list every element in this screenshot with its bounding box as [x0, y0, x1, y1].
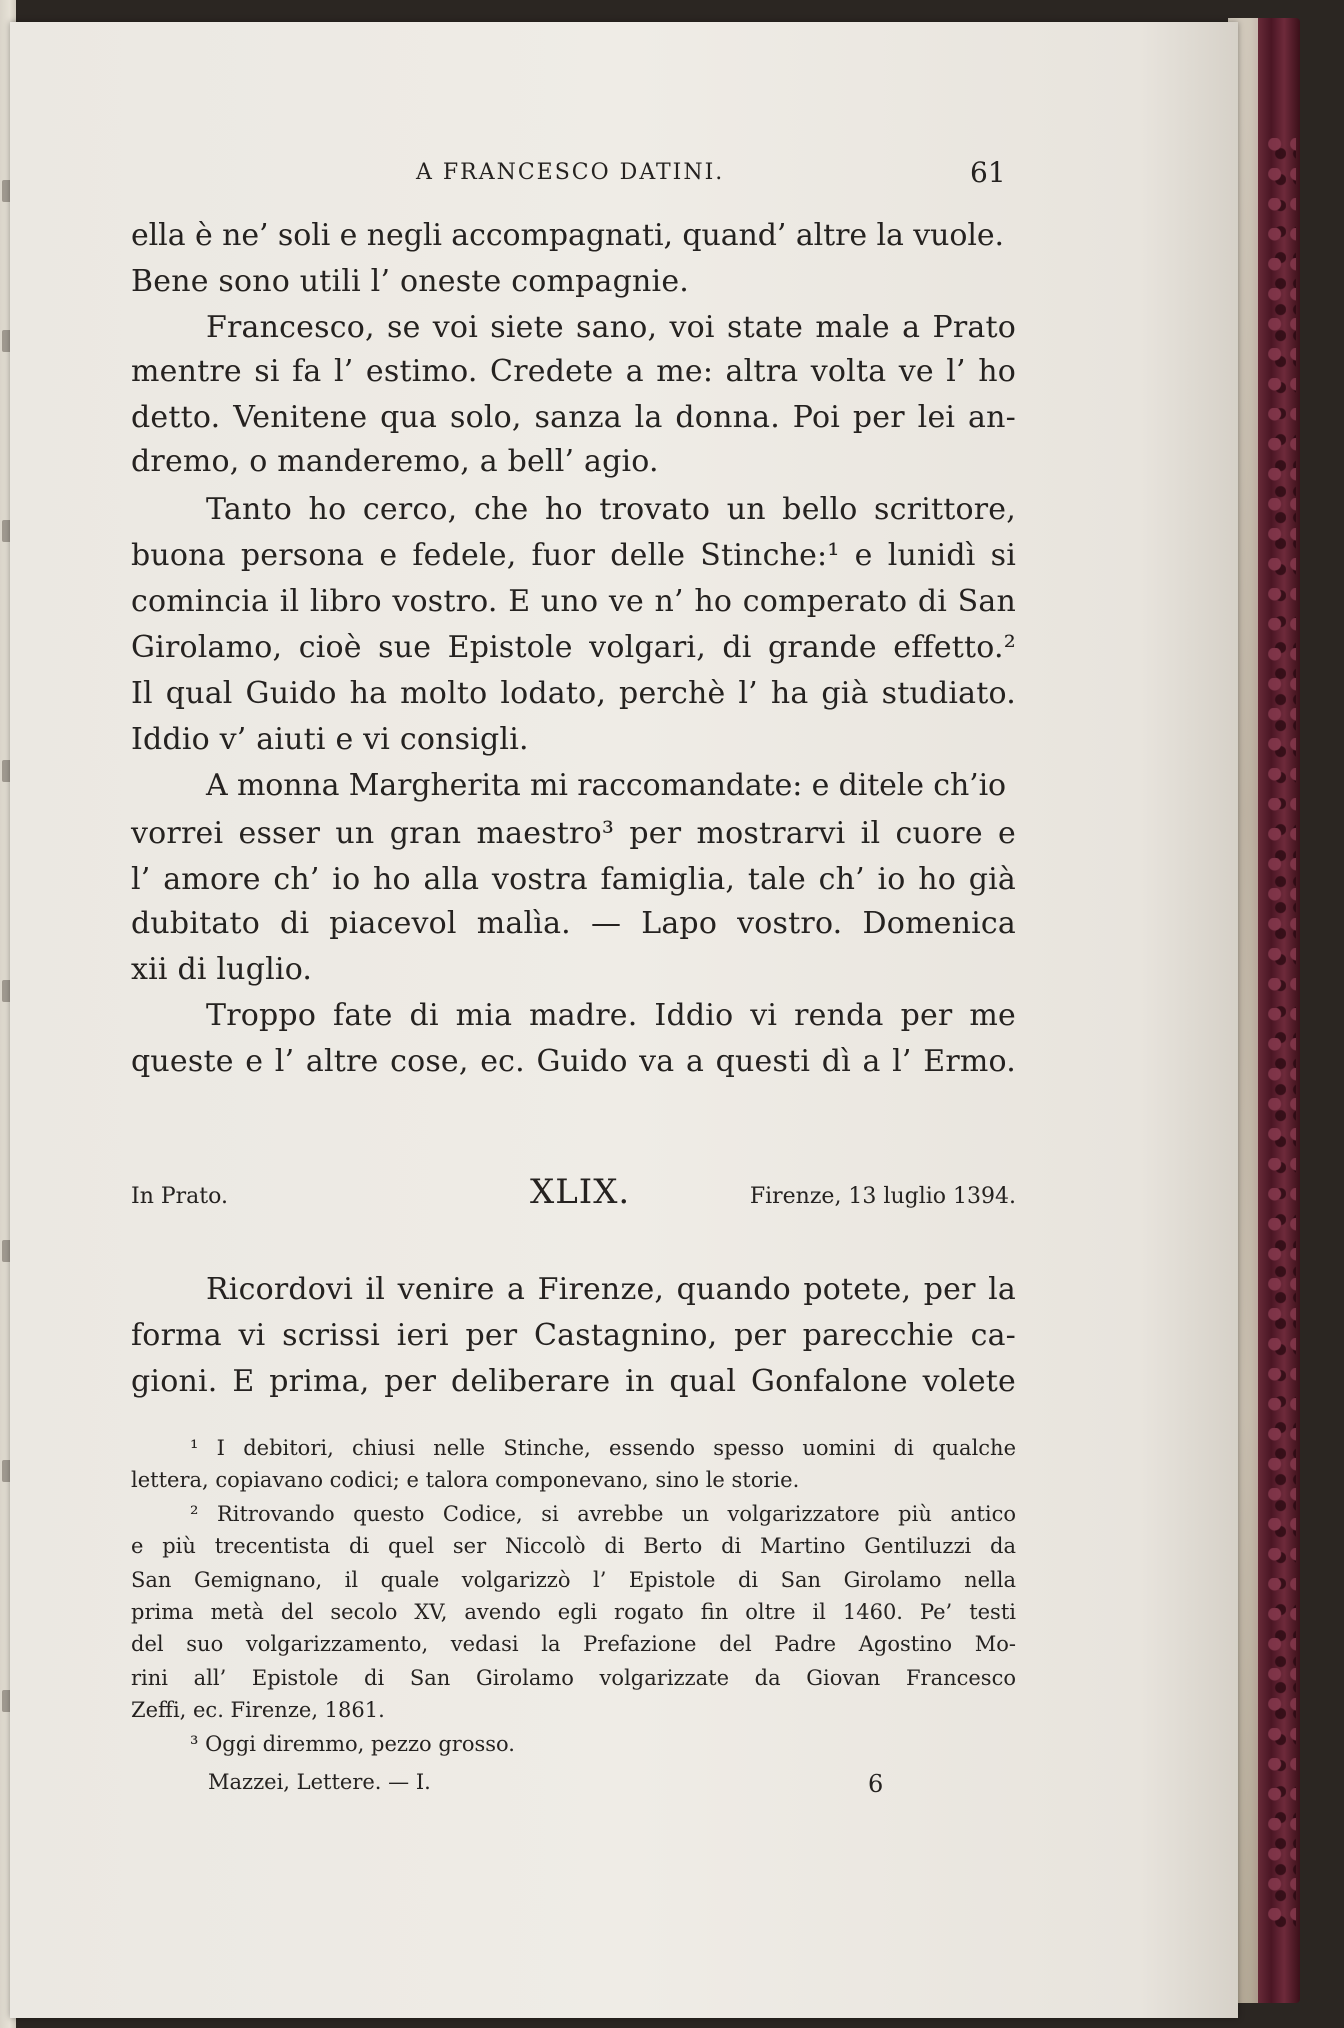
letter-heading [131, 1172, 1016, 1216]
text-line: detto. Venitene qua solo, sanza la donna. Poi per lei an- [131, 400, 1016, 435]
footnote-line: San Gemignano, il quale volgarizzò l’ Epistole di San Girolamo nella [131, 1568, 1016, 1592]
footnote-line: del suo volgarizzamento, vedasi la Prefazione del Padre Agostino Mo- [131, 1632, 1016, 1656]
book-page [10, 22, 1238, 2018]
footnote-line: prima metà del secolo XV, avendo egli rogato fin oltre il 1460. Pe’ testi [131, 1600, 1016, 1624]
text-line: buona persona e fedele, fuor delle Stinche:¹ e lunidì si [131, 538, 1016, 573]
signature-number: 6 [868, 1770, 884, 1798]
running-head [10, 156, 1238, 200]
text-line: Ricordovi il venire a Firenze, quando potete, per la [206, 1272, 1016, 1307]
text-line: Francesco, se voi siete sano, voi state male a Prato [206, 310, 1016, 345]
text-line: Iddio v’ aiuti e vi consigli. [131, 722, 529, 757]
footnote-line: rini all’ Epistole di San Girolamo volgarizzate da Giovan Francesco [131, 1666, 1016, 1690]
text-line: xii di luglio. [131, 952, 313, 987]
text-line: comincia il libro vostro. E uno ve n’ ho comperato di San [131, 584, 1016, 619]
text-line: queste e l’ altre cose, ec. Guido va a questi dì a l’ Ermo. [131, 1044, 1016, 1079]
text-line: vorrei esser un gran maestro³ per mostrarvi il cuore e [131, 816, 1016, 851]
text-line: Troppo fate di mia madre. Iddio vi renda per me [206, 998, 1016, 1033]
footnote-line: ³ Oggi diremmo, pezzo grosso. [190, 1732, 515, 1756]
letter-number: XLIX. [530, 1172, 631, 1212]
text-line: forma vi scrissi ieri per Castagnino, per parecchie ca- [131, 1318, 1016, 1353]
text-line: mentre si fa l’ estimo. Credete a me: altra volta ve l’ ho [131, 354, 1016, 389]
footnote-line: lettera, copiavano codici; e talora componevano, sino le storie. [131, 1468, 800, 1492]
text-line: Bene sono utili l’ oneste compagnie. [131, 264, 690, 299]
text-line: dremo, o manderemo, a bell’ agio. [131, 444, 659, 479]
signature-mark: Mazzei, Lettere. — I. [208, 1770, 431, 1794]
printer-signature [208, 1770, 908, 1806]
text-line: gioni. E prima, per deliberare in qual Gonfalone volete [131, 1364, 1016, 1399]
footnote-line: ² Ritrovando questo Codice, si avrebbe un volgarizzatore più antico [190, 1502, 1016, 1526]
text-line: l’ amore ch’ io ho alla vostra famiglia, tale ch’ io ho già [131, 862, 1016, 897]
text-line: ella è ne’ soli e negli accompagnati, quand’ altre la vuole. [131, 218, 1004, 253]
footnote-line: Zeffi, ec. Firenze, 1861. [131, 1698, 385, 1722]
text-line: A monna Margherita mi raccomandate: e ditele ch’io [206, 768, 1006, 803]
page-number: 61 [970, 156, 1006, 189]
letter-date: Firenze, 13 luglio 1394. [749, 1184, 1016, 1209]
book-binding [1228, 18, 1300, 2003]
letter-place: In Prato. [131, 1184, 228, 1209]
text-line: Girolamo, cioè sue Epistole volgari, di grande effetto.² [131, 630, 1016, 665]
footnote-line: e più trecentista di quel ser Niccolò di Berto di Martino Gentiluzzi da [131, 1534, 1016, 1558]
running-title: A FRANCESCO DATINI. [416, 160, 725, 185]
footnote-line: ¹ I debitori, chiusi nelle Stinche, essendo spesso uomini di qualche [190, 1436, 1016, 1460]
text-line: dubitato di piacevol malìa. — Lapo vostro. Domenica [131, 906, 1016, 941]
text-line: Tanto ho cerco, che ho trovato un bello scrittore, [206, 492, 1016, 527]
text-line: Il qual Guido ha molto lodato, perchè l’ ha già studiato. [131, 676, 1016, 711]
